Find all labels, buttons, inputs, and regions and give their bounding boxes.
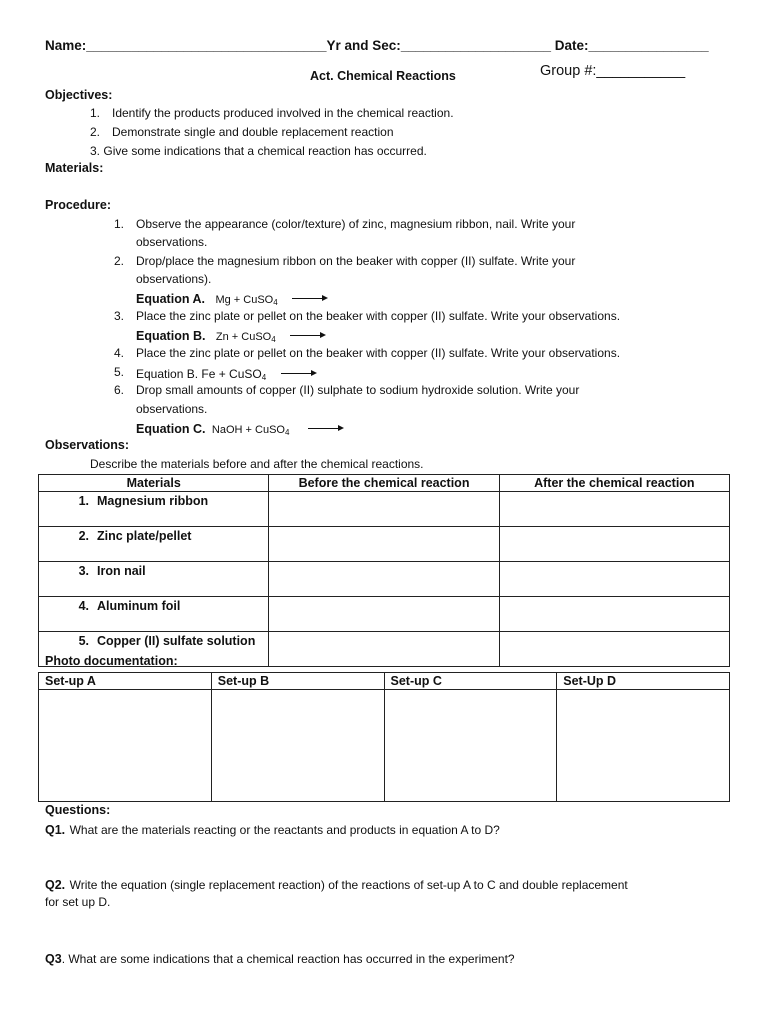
procedure-step-number: 3. bbox=[114, 309, 125, 323]
objective-item bbox=[90, 125, 394, 139]
after-cell[interactable] bbox=[499, 492, 729, 527]
equation-text: Zn + CuSO bbox=[215, 331, 272, 343]
before-cell[interactable] bbox=[269, 597, 499, 632]
table-row bbox=[39, 527, 730, 562]
procedure-step-text: Equation B. Fe + CuSO bbox=[136, 367, 262, 381]
after-cell[interactable] bbox=[499, 597, 729, 632]
table-row bbox=[39, 562, 730, 597]
question-2 bbox=[45, 876, 628, 894]
reaction-arrow-icon bbox=[281, 373, 315, 374]
reaction-arrow-icon bbox=[292, 298, 326, 299]
procedure-step-number: 2. bbox=[114, 254, 125, 268]
material-name: Magnesium ribbon bbox=[97, 494, 209, 508]
procedure-step-number: 5. bbox=[114, 365, 125, 379]
photo-cell[interactable] bbox=[384, 690, 557, 802]
observations-heading: Observations: bbox=[45, 438, 130, 452]
equation-a bbox=[136, 290, 326, 308]
before-cell[interactable] bbox=[269, 562, 499, 597]
equation-label: Equation A. bbox=[136, 292, 205, 306]
equation-b bbox=[136, 327, 324, 345]
procedure-step-number: 6. bbox=[114, 383, 125, 397]
equation-subscript: 4 bbox=[284, 428, 290, 437]
reaction-arrow-icon bbox=[308, 428, 342, 429]
name-blank[interactable]: ________________________________ bbox=[86, 38, 327, 53]
before-cell[interactable] bbox=[269, 492, 499, 527]
material-name: Zinc plate/pellet bbox=[97, 529, 192, 543]
objective-number: 3. bbox=[90, 144, 101, 158]
yr-sec-label: Yr and Sec: bbox=[326, 38, 401, 53]
table-row bbox=[39, 492, 730, 527]
equation-label: Equation B. bbox=[136, 329, 206, 343]
material-cell: 5. Copper (II) sulfate solution bbox=[39, 632, 269, 667]
material-cell: 1. Magnesium ribbon bbox=[39, 492, 269, 527]
material-name: Copper (II) sulfate solution bbox=[97, 634, 256, 648]
objective-number: 1. bbox=[90, 106, 101, 120]
equation-subscript: 4 bbox=[261, 373, 267, 382]
setup-header: Set-up C bbox=[384, 673, 557, 690]
equation-subscript: 4 bbox=[271, 335, 276, 344]
procedure-step-text: observations. bbox=[136, 402, 208, 416]
group-label: Group #: bbox=[540, 63, 597, 79]
date-label: Date: bbox=[554, 38, 589, 53]
column-header: Before the chemical reaction bbox=[269, 475, 499, 492]
photo-heading: Photo documentation: bbox=[45, 654, 178, 668]
equation-label: Equation C. bbox=[136, 422, 206, 436]
table-row bbox=[39, 597, 730, 632]
objective-text: Demonstrate single and double replacement reaction bbox=[112, 125, 394, 139]
after-cell[interactable] bbox=[499, 632, 729, 667]
material-cell: 3. Iron nail bbox=[39, 562, 269, 597]
question-label: Q3 bbox=[45, 952, 62, 966]
objective-text: Give some indications that a chemical reaction has occurred. bbox=[103, 144, 427, 158]
procedure-step-text: Drop small amounts of copper (II) sulphate to sodium hydroxide solution. Write your bbox=[136, 383, 580, 397]
question-text: Write the equation (single replacement reaction) of the reactions of set-up A to C and double replacement bbox=[69, 878, 628, 892]
procedure-step-text: Place the zinc plate or pellet on the beaker with copper (II) sulfate. Write your observations. bbox=[136, 346, 621, 360]
column-header: Materials bbox=[39, 475, 269, 492]
procedure-step-number: 1. bbox=[114, 217, 125, 231]
column-header: After the chemical reaction bbox=[499, 475, 729, 492]
photo-cell[interactable] bbox=[211, 690, 384, 802]
setup-header: Set-Up D bbox=[557, 673, 730, 690]
material-name: Aluminum foil bbox=[97, 599, 181, 613]
page-title: Act. Chemical Reactions bbox=[310, 69, 456, 83]
photo-table bbox=[38, 672, 730, 802]
equation-subscript: 4 bbox=[273, 298, 278, 307]
materials-heading: Materials: bbox=[45, 161, 104, 175]
equation-text: Mg + CuSO bbox=[215, 294, 274, 306]
procedure-step-text: observations. bbox=[136, 235, 208, 249]
question-1 bbox=[45, 821, 500, 839]
name-line[interactable] bbox=[45, 38, 709, 53]
before-cell[interactable] bbox=[269, 527, 499, 562]
equation-c bbox=[136, 420, 342, 438]
objective-text: Identify the products produced involved in the chemical reaction. bbox=[112, 106, 454, 120]
after-cell[interactable] bbox=[499, 562, 729, 597]
procedure-step-text: Place the zinc plate or pellet on the beaker with copper (II) sulfate. Write your observations. bbox=[136, 309, 621, 323]
objectives-heading: Objectives: bbox=[45, 88, 113, 102]
question-text: What are the materials reacting or the reactants and products in equation A to D? bbox=[69, 823, 500, 837]
table-header-row bbox=[39, 673, 730, 690]
question-label: Q2. bbox=[45, 878, 66, 892]
procedure-heading: Procedure: bbox=[45, 198, 111, 212]
name-label: Name: bbox=[45, 38, 87, 53]
observations-table bbox=[38, 474, 730, 667]
question-3 bbox=[45, 950, 515, 968]
table-header-row bbox=[39, 475, 730, 492]
photo-cell[interactable] bbox=[39, 690, 212, 802]
setup-header: Set-up B bbox=[211, 673, 384, 690]
objective-number: 2. bbox=[90, 125, 101, 139]
question-text: for set up D. bbox=[45, 895, 111, 909]
procedure-step-text: observations). bbox=[136, 272, 212, 286]
procedure-step-number: 4. bbox=[114, 346, 125, 360]
group-line[interactable] bbox=[540, 63, 685, 79]
observations-description: Describe the materials before and after the chemical reactions. bbox=[90, 457, 424, 471]
material-cell: 4. Aluminum foil bbox=[39, 597, 269, 632]
objective-item bbox=[90, 106, 454, 120]
objective-item bbox=[90, 144, 427, 158]
table-row bbox=[39, 690, 730, 802]
yr-sec-blank[interactable]: ____________________ bbox=[400, 38, 551, 53]
date-blank[interactable]: ________________ bbox=[588, 38, 709, 53]
question-label: Q1. bbox=[45, 823, 66, 837]
equation-fe bbox=[136, 365, 315, 383]
equation-text: NaOH + CuSO bbox=[211, 424, 285, 436]
procedure-step-text: Observe the appearance (color/texture) of zinc, magnesium ribbon, nail. Write your bbox=[136, 217, 576, 231]
questions-heading: Questions: bbox=[45, 803, 111, 817]
procedure-step-text: Drop/place the magnesium ribbon on the beaker with copper (II) sulfate. Write your bbox=[136, 254, 576, 268]
material-name: Iron nail bbox=[97, 564, 146, 578]
after-cell[interactable] bbox=[499, 527, 729, 562]
before-cell[interactable] bbox=[269, 632, 499, 667]
group-blank[interactable]: ___________ bbox=[596, 63, 686, 79]
photo-cell[interactable] bbox=[557, 690, 730, 802]
reaction-arrow-icon bbox=[290, 335, 324, 336]
material-cell: 2. Zinc plate/pellet bbox=[39, 527, 269, 562]
question-text: . What are some indications that a chemical reaction has occurred in the experiment? bbox=[61, 952, 515, 966]
setup-header: Set-up A bbox=[39, 673, 212, 690]
